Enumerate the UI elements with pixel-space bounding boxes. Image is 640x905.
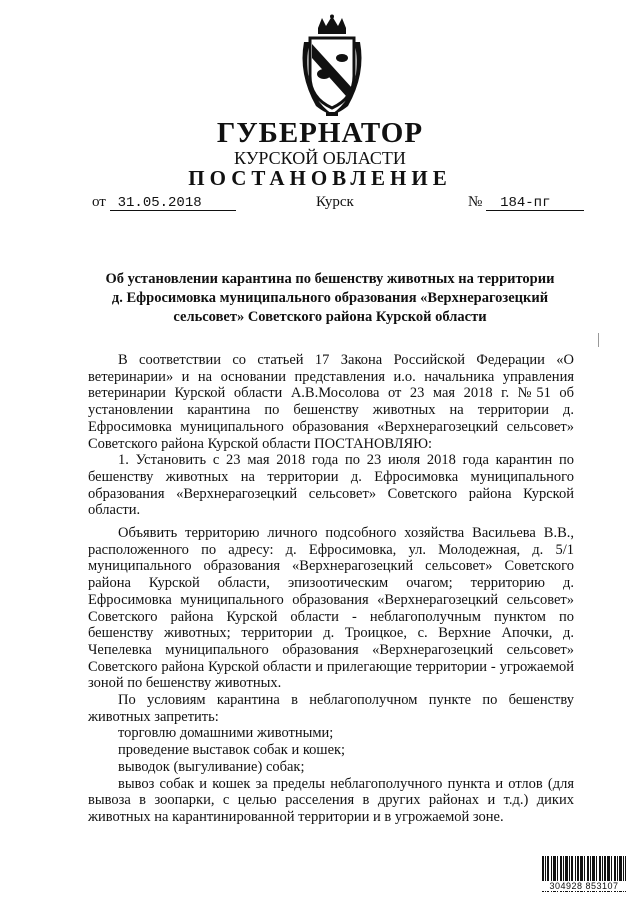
paragraph: Объявить территорию личного подсобного хозяйства Васильева В.В., расположенного по адресу: д. Ефросимовка, ул. Молодежная, д. 5/1 муниципального образования «Верхнерагозецкий сельсовет» Советского района Курской области, эпизоотическим очагом; территорию д. Ефросимовка муниципального образования «Верхнерагозецкий сельсовет» Советского района Курской области - неблагополучным пунктом по бешенству животных; территории д. Троицкое, с. Верхние Апочки, д. Чепелевка муниципального образования «Верхнерагозецкий сельсовет» Советского района Курской области и прилегающие территории - угрожаемой зоной по бешенству животных. — [88, 525, 574, 692]
number-field — [468, 194, 584, 211]
heading-line: д. Ефросимовка муниципального образования «Верхнерагозецкий — [111, 290, 549, 306]
city-label: Курск — [316, 194, 354, 210]
document-region: КУРСКОЙ ОБЛАСТИ — [234, 148, 406, 168]
number-prefix: № — [468, 194, 483, 210]
margin-mark — [598, 333, 599, 347]
heading-line: Об установлении карантина по бешенству животных на территории — [105, 271, 555, 287]
paragraph: В соответствии со статьей 17 Закона Российской Федерации «О ветеринарии» и на основании представления и.о. начальника управления ветеринарии Курской области А.В.Мосолова от 23 мая 2018 г. №51 об установлении карантина по бешенству животных на территории д. Ефросимовка муниципального образования «Верхнерагозецкий сельсовет» Советского района Курской области ПОСТАНОВЛЯЮ: — [88, 352, 574, 452]
date-prefix: от — [92, 194, 106, 210]
date-field — [92, 194, 236, 211]
barcode-number: 304928 853107 — [542, 881, 626, 891]
paragraph: 1. Установить с 23 мая 2018 года по 23 июля 2018 года карантин по бешенству животных на территории д. Ефросимовка муниципального образования «Верхнерагозецкий сельсовет» Советского района Курской области. — [88, 452, 574, 519]
paragraph: По условиям карантина в неблагополучном пункте по бешенству животных запретить: — [88, 692, 574, 725]
list-item: проведение выставок собак и кошек; — [118, 742, 346, 759]
document-body — [88, 352, 574, 826]
document-type: ПОСТАНОВЛЕНИЕ — [188, 166, 452, 190]
number-value: 184-пг — [486, 196, 584, 211]
list-item: выводок (выгуливание) собак; — [118, 758, 305, 775]
document-title: ГУБЕРНАТОР — [216, 117, 424, 149]
document-heading — [70, 270, 590, 327]
list-item: вывоз собак и кошек за пределы неблагополучного пункта и отлов (для вывоза в зоопарки, с целью расселения в других районах и т.д.) диких животных на карантинированной территории и в угрожаемой зоне. — [88, 775, 574, 825]
heading-line: сельсовет» Советского района Курской области — [173, 309, 487, 325]
coat-of-arms-emblem — [296, 14, 368, 118]
list-item: торговлю домашними животными; — [118, 725, 334, 742]
date-value: 31.05.2018 — [110, 196, 236, 211]
